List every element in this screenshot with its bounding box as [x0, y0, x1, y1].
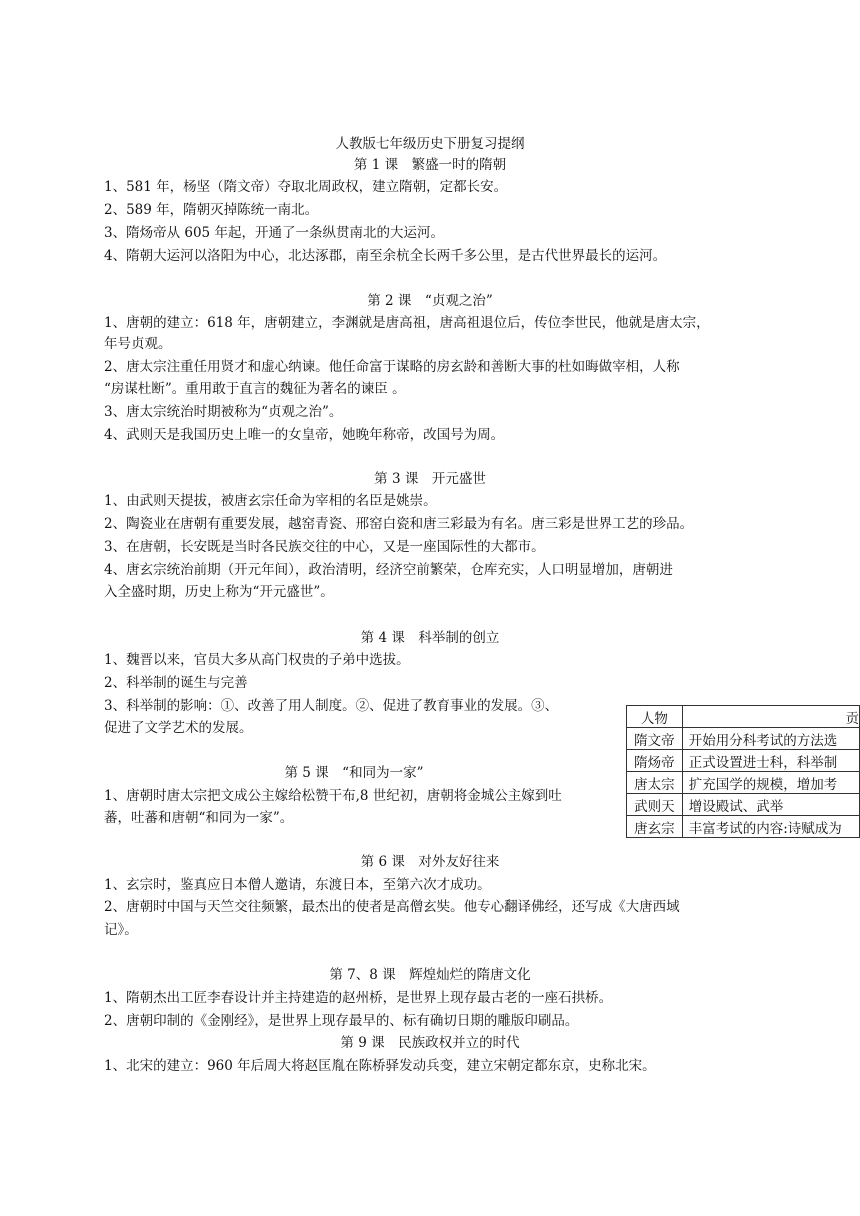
lesson-item: 2、唐朝时中国与天竺交往频繁，最杰出的使者是高僧玄奘。他专心翻译佛经，还写成《大唐西域: [104, 899, 680, 915]
lesson-item: 1、玄宗时，鉴真应日本僧人邀请，东渡日本，至第六次才成功。: [104, 877, 491, 893]
table-row: [627, 794, 860, 816]
document-title: 人教版七年级历史下册复习提纲: [335, 136, 525, 152]
lesson-heading: 第 7、8 课 辉煌灿烂的隋唐文化: [329, 967, 531, 983]
table-cell: 丰富考试的内容:诗赋成为: [682, 816, 859, 838]
lesson-heading: 第 5 课 “和同为一家”: [284, 765, 424, 781]
table-cell: 正式设置进士科，科举制: [682, 750, 859, 772]
lesson-item: 4、隋朝大运河以洛阳为中心，北达涿郡，南至余杭全长两千多公里，是古代世界最长的运河。: [104, 248, 667, 264]
table-cell: 唐太宗: [627, 772, 683, 794]
table-header-row: [627, 706, 860, 728]
table-cell: 隋炀帝: [627, 750, 683, 772]
lesson-heading: 第 4 课 科举制的创立: [360, 630, 500, 646]
table-cell: 开始用分科考试的方法选: [682, 728, 859, 750]
table-header-cell: 贡: [682, 706, 859, 728]
keju-reform-table: [626, 705, 860, 838]
lesson-item: 蕃，吐蕃和唐朝“和同为一家”。: [104, 810, 294, 826]
table-header-cell: 人物: [627, 706, 683, 728]
lesson-item: 3、隋炀帝从 605 年起，开通了一条纵贯南北的大运河。: [104, 225, 444, 241]
lesson-item: 1、魏晋以来，官员大多从高门权贵的子弟中选拔。: [104, 652, 410, 668]
lesson-item: 3、在唐朝，长安既是当时各民族交往的中心，又是一座国际性的大都市。: [104, 539, 545, 555]
lesson-item: 2、唐朝印制的《金刚经》，是世界上现存最早的、标有确切日期的雕版印刷品。: [104, 1013, 579, 1029]
lesson-item: 2、陶瓷业在唐朝有重要发展，越窑青瓷、邢窑白瓷和唐三彩最为有名。唐三彩是世界工艺的珍品。: [104, 516, 694, 532]
lesson-item: 入全盛时期，历史上称为“开元盛世”。: [104, 584, 334, 600]
table-cell: 增设殿试、武举: [682, 794, 859, 816]
lesson-item: 1、北宋的建立：960 年后周大将赵匡胤在陈桥驿发动兵变，建立宋朝定都东京，史称北宋。: [104, 1058, 656, 1074]
lesson-heading: 第 9 课 民族政权并立的时代: [340, 1035, 520, 1051]
lesson-heading: 第 3 课 开元盛世: [374, 471, 486, 487]
lesson-item: 2、唐太宗注重任用贤才和虚心纳谏。他任命富于谋略的房玄龄和善断大事的杜如晦做宰相，人称: [104, 359, 680, 375]
lesson-item: 1、581 年，杨坚（隋文帝）夺取北周政权，建立隋朝，定都长安。: [104, 179, 508, 195]
lesson-item: 1、由武则天提拔，被唐玄宗任命为宰相的名臣是姚崇。: [104, 493, 437, 509]
lesson-item: 1、唐朝的建立：618 年，唐朝建立，李渊就是唐高祖，唐高祖退位后，传位李世民，他就是唐太宗，: [104, 315, 710, 331]
lesson-item: 1、唐朝时唐太宗把文成公主嫁给松赞干布,8 世纪初，唐朝将金城公主嫁到吐: [104, 788, 562, 804]
table-row: [627, 816, 860, 838]
lesson-item: 4、唐玄宗统治前期（开元年间），政治清明，经济空前繁荣，仓库充实，人口明显增加，唐朝进: [104, 562, 673, 578]
lesson-item: 3、科举制的影响：①、改善了用人制度。②、促进了教育事业的发展。③、: [104, 698, 559, 714]
lesson-item: 3、唐太宗统治时期被称为“贞观之治”。: [104, 404, 343, 420]
lesson-heading: 第 2 课 “贞观之治”: [367, 293, 493, 309]
lesson-heading: 第 6 课 对外友好往来: [360, 854, 500, 870]
table-cell: 扩充国学的规模，增加考: [682, 772, 859, 794]
lesson-item: 年号贞观。: [104, 336, 172, 352]
lesson-item: 记》。: [104, 922, 138, 938]
table-row: [627, 728, 860, 750]
table-row: [627, 750, 860, 772]
table-cell: 唐玄宗: [627, 816, 683, 838]
lesson-item: 4、武则天是我国历史上唯一的女皇帝，她晚年称帝，改国号为周。: [104, 427, 505, 443]
table-cell: 隋文帝: [627, 728, 683, 750]
table-row: [627, 772, 860, 794]
lesson-heading: 第 1 课 繁盛一时的隋朝: [353, 157, 507, 173]
table-cell: 武则天: [627, 794, 683, 816]
lesson-item: “房谋杜断”。重用敢于直言的魏征为著名的谏臣 。: [104, 381, 406, 397]
lesson-item: 2、589 年，隋朝灭掉陈统一南北。: [104, 202, 319, 218]
lesson-item: 2、科举制的诞生与完善: [104, 675, 248, 691]
lesson-item: 1、隋朝杰出工匠李春设计并主持建造的赵州桥，是世界上现存最古老的一座石拱桥。: [104, 990, 613, 1006]
lesson-item: 促进了文学艺术的发展。: [104, 720, 253, 736]
